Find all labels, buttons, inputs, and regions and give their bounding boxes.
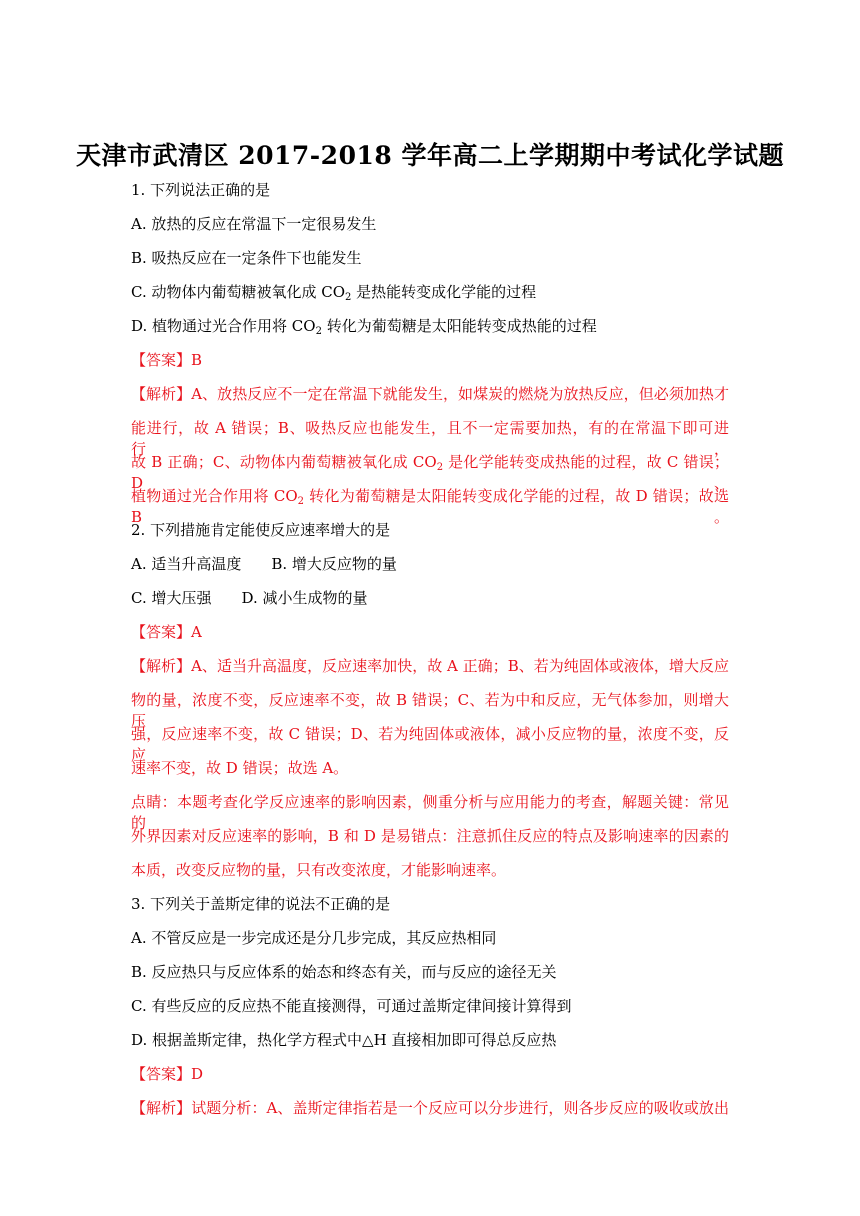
q1-analysis-line: 能进行，故 A 错误；B、吸热反应也能发生，且不一定需要加热，有的在常温下即可进行， bbox=[131, 419, 729, 458]
q2-options-ab: A. 适当升高温度 B. 增大反应物的量 bbox=[131, 555, 397, 573]
q3-option-a: A. 不管反应是一步完成还是分几步完成，其反应热相同 bbox=[131, 929, 497, 947]
q3-answer: 【答案】D bbox=[131, 1065, 204, 1083]
q1-analysis-line: 【解析】A、放热反应不一定在常温下就能发生，如煤炭的燃烧为放热反应，但必须加热才 bbox=[131, 385, 729, 403]
page-title: 天津市武清区 2017-2018 学年高二上学期期中考试化学试题 bbox=[76, 141, 784, 170]
q3-option-b: B. 反应热只与反应体系的始态和终态有关，而与反应的途径无关 bbox=[131, 963, 557, 981]
question-1: 1. 下列说法正确的是 bbox=[131, 181, 271, 199]
question-2: 2. 下列措施肯定能使反应速率增大的是 bbox=[131, 521, 391, 539]
q2-note-line: 点睛：本题考查化学反应速率的影响因素，侧重分析与应用能力的考查，解题关键：常见的 bbox=[131, 793, 729, 832]
q1-option-d: D. 植物通过光合作用将 $CO_2$ 转化为葡萄糖是太阳能转变成热能的过程 bbox=[131, 317, 597, 337]
question-3: 3. 下列关于盖斯定律的说法不正确的是 bbox=[131, 895, 391, 913]
q3-option-c: C. 有些反应的反应热不能直接测得，可通过盖斯定律间接计算得到 bbox=[131, 997, 572, 1015]
q2-answer: 【答案】A bbox=[131, 623, 202, 641]
q2-note-line: 外界因素对反应速率的影响，B 和 D 是易错点：注意抓住反应的特点及影响速率的因素的 bbox=[131, 827, 729, 845]
q1-option-c: C. 动物体内葡萄糖被氧化成 $CO_2$ 是热能转变成化学能的过程 bbox=[131, 283, 537, 303]
q2-analysis-line: 物的量，浓度不变，反应速率不变，故 B 错误；C、若为中和反应，无气体参加，则增大压 bbox=[131, 691, 729, 730]
q1-option-b: B. 吸热反应在一定条件下也能发生 bbox=[131, 249, 362, 267]
q1-analysis-line: 故 B 正确；C、动物体内葡萄糖被氧化成 $CO_2$ 是化学能转变成热能的过程，故 C 错误；D、 bbox=[131, 453, 729, 492]
q1-option-a: A. 放热的反应在常温下一定很易发生 bbox=[131, 215, 377, 233]
q2-analysis-line: 【解析】A、适当升高温度，反应速率加快，故 A 正确；B、若为纯固体或液体，增大反应 bbox=[131, 657, 729, 675]
q1-answer: 【答案】B bbox=[131, 351, 203, 369]
q1-analysis-line: 植物通过光合作用将 $CO_2$ 转化为葡萄糖是太阳能转变成化学能的过程，故 D 错误；故选 B。 bbox=[131, 487, 729, 526]
q3-option-d: D. 根据盖斯定律，热化学方程式中△H 直接相加即可得总反应热 bbox=[131, 1031, 557, 1049]
q2-analysis-line: 速率不变，故 D 错误；故选 A。 bbox=[131, 759, 349, 777]
q2-analysis-line: 强，反应速率不变，故 C 错误；D、若为纯固体或液体，减小反应物的量，浓度不变，反应 bbox=[131, 725, 729, 764]
q3-analysis-line: 【解析】试题分析：A、盖斯定律指若是一个反应可以分步进行，则各步反应的吸收或放出 bbox=[131, 1099, 729, 1117]
q2-options-cd: C. 增大压强 D. 减小生成物的量 bbox=[131, 589, 368, 607]
q2-note-line: 本质，改变反应物的量，只有改变浓度，才能影响速率。 bbox=[131, 861, 507, 879]
